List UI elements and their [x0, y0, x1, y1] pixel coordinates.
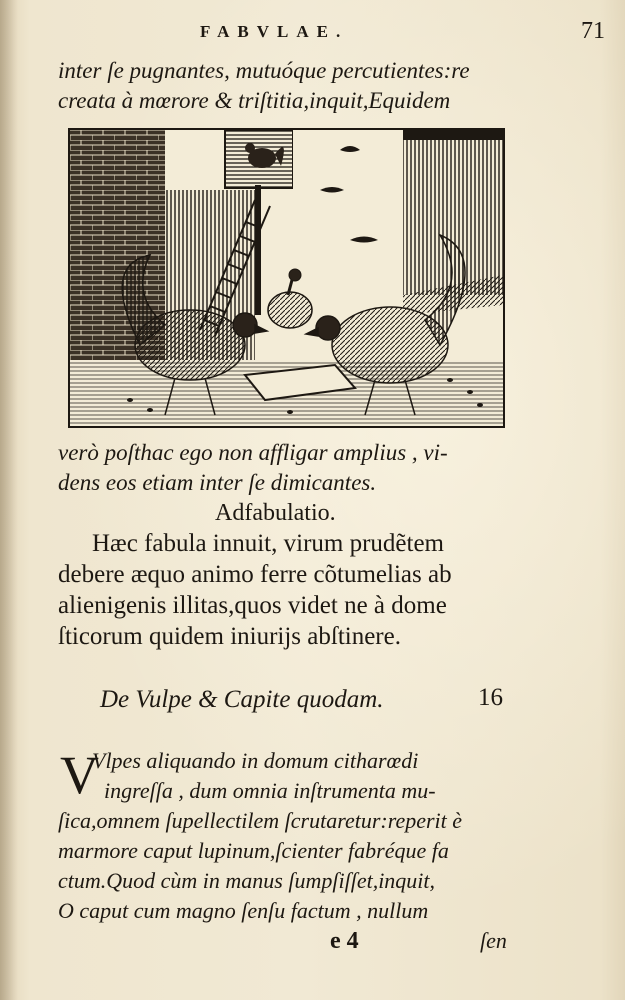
text-line: alienigenis illitas,quos videt ne à dome	[58, 592, 447, 619]
text-line: Vlpes aliquando in domum citharœdi	[92, 748, 419, 773]
page-number: 71	[581, 18, 605, 44]
adfabulatio-heading: Adfabulatio.	[215, 500, 336, 526]
signature-mark: e 4	[330, 928, 359, 954]
text-line: dens eos etiam inter ſe dimicantes.	[58, 470, 377, 495]
cocks-fighting-woodcut	[70, 130, 503, 426]
running-head: FABVLAE.	[200, 22, 349, 41]
fable-title: De Vulpe & Capite quodam.	[100, 686, 384, 713]
text-line: verò poſthac ego non affligar amplius , vi-	[58, 440, 448, 465]
catchword: ſen	[480, 928, 507, 953]
text-line: ſica,omnem ſupellectilem ſcrutaretur:reperit è	[58, 808, 463, 833]
text-line: O caput cum magno ſenſu factum , nullum	[58, 898, 429, 923]
text-line: Hæc fabula innuit, virum prudẽtem	[92, 530, 445, 557]
text-line: marmore caput lupinum,ſcienter fabréque fa	[58, 838, 449, 863]
text-line: inter ſe pugnantes, mutuóque percutientes:re	[58, 58, 470, 83]
text-line: creata à mœrore & triſtitia,inquit,Equidem	[58, 88, 451, 113]
page-header	[60, 18, 605, 48]
text-line: debere æquo animo ferre cõtumelias ab	[58, 561, 452, 588]
woodcut-illustration	[68, 128, 505, 428]
text-line: ingreſſa , dum omnia inſtrumenta mu-	[104, 778, 436, 803]
drop-capital: V	[60, 745, 99, 805]
fable-number: 16	[478, 684, 503, 711]
text-line: ſticorum quidem iniurijs abſtinere.	[58, 623, 401, 650]
gutter-shadow	[0, 0, 18, 1000]
text-line: ctum.Quod cùm in manus ſumpſiſſet,inquit,	[58, 868, 436, 893]
